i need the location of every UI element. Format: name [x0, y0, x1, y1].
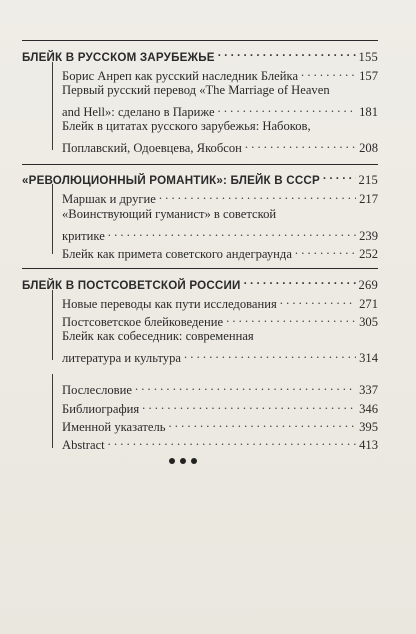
toc-entry: [62, 433, 378, 453]
toc-entry: [62, 224, 378, 244]
page-number: 217: [359, 192, 378, 206]
dot-icon: [180, 458, 186, 464]
section-title: БЛЕЙК В ПОСТСОВЕТСКОЙ РОССИИ: [22, 279, 241, 292]
entry-title: критике: [62, 229, 105, 243]
entry-title-line: Блейк как собеседник: современная: [62, 329, 254, 343]
page-number: 181: [359, 105, 378, 119]
leader-dots: [108, 433, 356, 449]
entry-title: Abstract: [62, 438, 105, 452]
entry-title: Новые переводы как пути исследования: [62, 297, 277, 311]
page-number: 239: [359, 229, 378, 243]
entry-title: Борис Анреп как русский наследник Блейка: [62, 69, 299, 83]
page-number: 346: [359, 402, 378, 416]
entry-title: Постсоветское блейковедение: [62, 315, 224, 329]
toc-entry: [62, 397, 378, 417]
section-vertical-rule: [52, 290, 53, 360]
page-number: 395: [359, 420, 378, 434]
section-heading: [22, 273, 378, 294]
page-number: 215: [358, 173, 378, 187]
page-number: 157: [359, 69, 378, 83]
toc-entry: [62, 346, 378, 366]
section-vertical-rule: [52, 184, 53, 254]
entry-title: Поплавский, Одоевцева, Якобсон: [62, 141, 242, 155]
page-number: 413: [359, 438, 378, 452]
entry-title-line: Блейк в цитатах русского зарубежья: Набоков,: [62, 119, 311, 133]
page-number: 271: [359, 297, 378, 311]
entry-title: литература и культура: [62, 351, 181, 365]
leader-dots: [226, 310, 356, 326]
section-rule: [22, 40, 378, 41]
entry-title: Именной указатель: [62, 420, 166, 434]
toc-entry: [62, 187, 378, 207]
leader-dots: [169, 415, 357, 431]
entry-title: Блейк как примета советского андеграунда: [62, 247, 292, 261]
leader-dots: [301, 64, 356, 80]
leader-dots: [184, 346, 356, 362]
section-heading: [22, 45, 378, 66]
leader-dots: [245, 136, 356, 152]
section-rule: [22, 164, 378, 165]
leader-dots: [295, 242, 356, 258]
leader-dots: [108, 224, 356, 240]
leader-dots: [218, 100, 357, 116]
toc-entry: [62, 100, 378, 120]
leader-dots: [159, 187, 356, 203]
toc-entry: [62, 242, 378, 262]
page-number: 305: [359, 315, 378, 329]
section-title: «РЕВОЛЮЦИОННЫЙ РОМАНТИК»: БЛЕЙК В СССР: [22, 174, 320, 187]
section-vertical-rule: [52, 62, 53, 150]
page-number: 155: [358, 50, 378, 64]
leader-dots: [323, 168, 356, 184]
toc-entry: [62, 136, 378, 156]
leader-dots: [135, 378, 356, 394]
page-number: 337: [359, 383, 378, 397]
section-rule: [22, 268, 378, 269]
page-number: 314: [359, 351, 378, 365]
dot-icon: [191, 458, 197, 464]
leader-dots: [218, 45, 356, 61]
leader-dots: [280, 292, 356, 308]
toc-entry: [62, 378, 378, 398]
entry-title-line: «Воинствующий гуманист» в советской: [62, 207, 277, 221]
page-number: 208: [359, 141, 378, 155]
toc-entry: [62, 415, 378, 435]
entry-title: Маршак и другие: [62, 192, 156, 206]
leader-dots: [142, 397, 356, 413]
toc-entry: [62, 310, 378, 330]
section-heading: [22, 168, 378, 189]
leader-dots: [244, 273, 356, 289]
entry-title-line: Первый русский перевод «The Marriage of Heaven: [62, 83, 330, 97]
back-matter-vertical-rule: [52, 374, 53, 448]
dot-icon: [169, 458, 175, 464]
page-number: 269: [358, 278, 378, 292]
ornament-dots: [169, 458, 197, 464]
page-number: 252: [359, 247, 378, 261]
toc-entry: [62, 292, 378, 312]
entry-title: Библиография: [62, 402, 140, 416]
section-title: БЛЕЙК В РУССКОМ ЗАРУБЕЖЬЕ: [22, 51, 215, 64]
entry-title: Послесловие: [62, 383, 132, 397]
toc-entry: [62, 64, 378, 84]
entry-title: and Hell»: сделано в Париже: [62, 105, 215, 119]
